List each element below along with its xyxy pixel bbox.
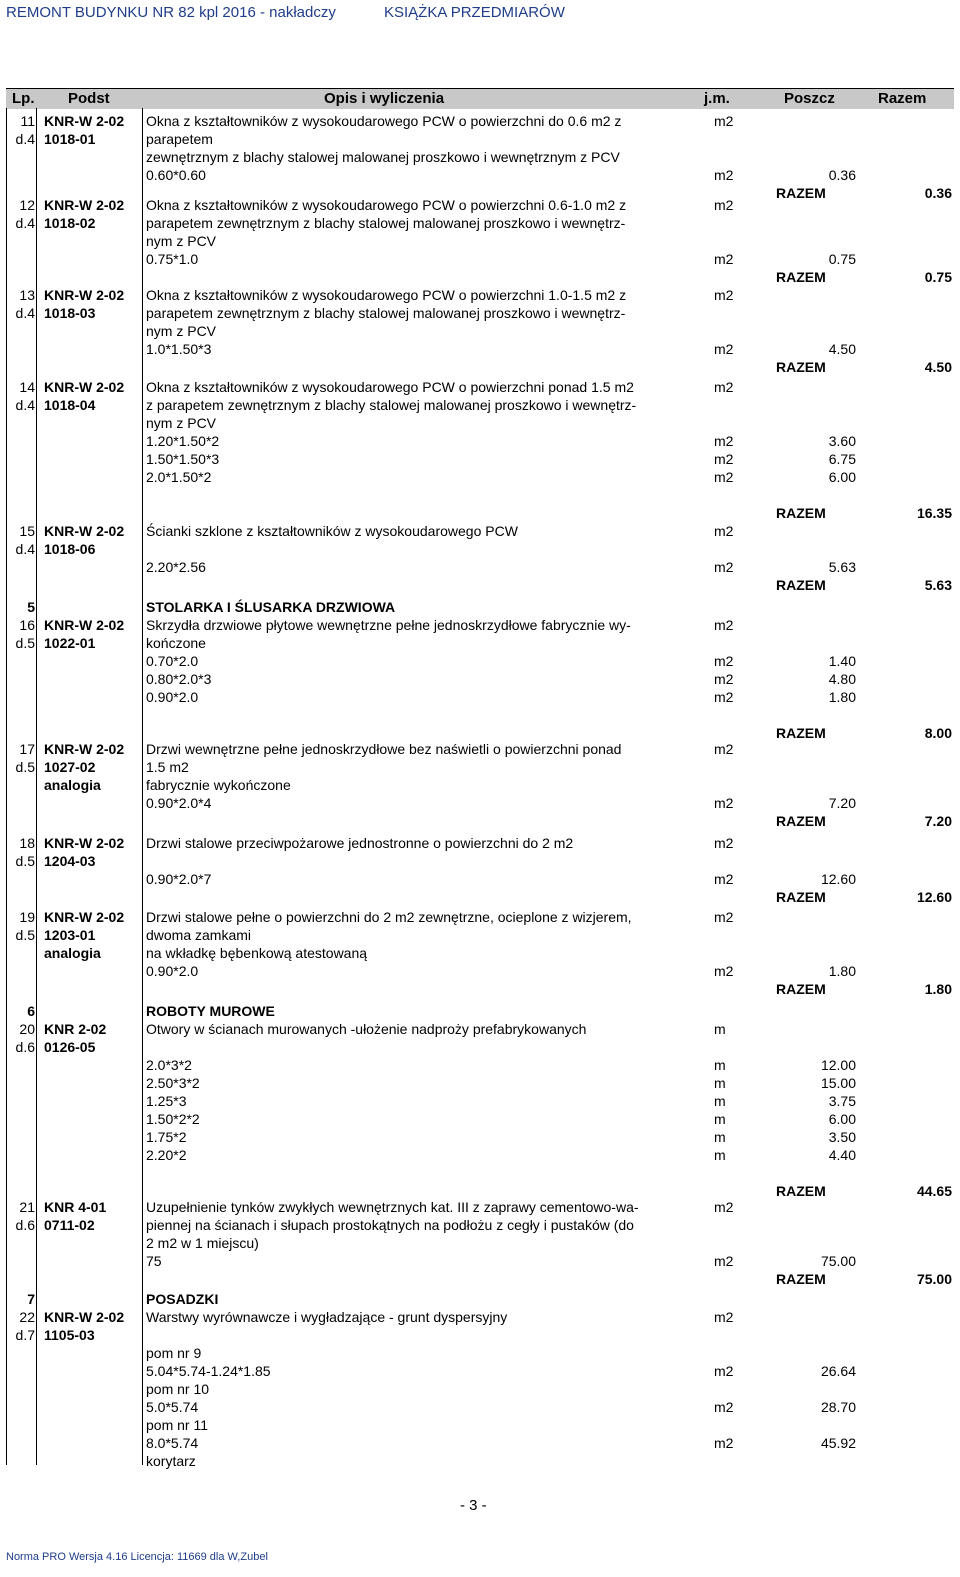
item-chapter: d.4 [15, 131, 35, 147]
item-chapter: d.5 [15, 759, 35, 775]
calc-value: 1.80 [828, 689, 856, 705]
calc-unit: m [714, 1147, 726, 1163]
calc-value: 4.50 [828, 341, 856, 357]
item-unit: m2 [714, 835, 734, 851]
item-chapter: d.4 [15, 397, 35, 413]
calc-value: 7.20 [828, 795, 856, 811]
item-description: parapetem zewnętrznym z blachy stalowej malowanej proszkowo i wewnętrz- [146, 305, 626, 321]
item-description: Okna z kształtowników z wysokoudarowego PCW o powierzchni ponad 1.5 m2 [146, 379, 634, 395]
calc-value: 3.50 [828, 1129, 856, 1145]
table-header [6, 88, 954, 109]
calc-unit: m2 [714, 1363, 734, 1379]
page-header [6, 2, 954, 28]
calc-expression: 2.0*1.50*2 [146, 469, 212, 485]
calc-unit: m2 [714, 451, 734, 467]
col-poszcz: Poszcz [784, 90, 835, 107]
item-code: KNR-W 2-02 [44, 909, 125, 925]
calc-expression: 1.50*2*2 [146, 1111, 200, 1127]
item-description: Okna z kształtowników z wysokoudarowego PCW o powierzchni 0.6-1.0 m2 z [146, 197, 627, 213]
section-number: 6 [27, 1003, 35, 1019]
calc-value: 0.36 [828, 167, 856, 183]
col-lp: Lp. [12, 90, 35, 107]
razem-total: 8.00 [924, 725, 952, 741]
calc-value: 28.70 [820, 1399, 856, 1415]
item-chapter: d.7 [15, 1327, 35, 1343]
item-unit: m2 [714, 197, 734, 213]
item-code: KNR-W 2-02 [44, 197, 125, 213]
calc-expression: 0.60*0.60 [146, 167, 206, 183]
item-code-table: 1018-03 [44, 305, 96, 321]
calc-value: 15.00 [820, 1075, 856, 1091]
calc-value: 6.00 [828, 1111, 856, 1127]
item-code-table: 1203-01 [44, 927, 96, 943]
razem-total: 16.35 [916, 505, 952, 521]
item-code-table: 1105-03 [44, 1327, 95, 1343]
item-code: KNR-W 2-02 [44, 287, 125, 303]
item-code: KNR-W 2-02 [44, 835, 125, 851]
item-unit: m2 [714, 113, 734, 129]
calc-value: 12.60 [820, 871, 856, 887]
item-chapter: d.4 [15, 541, 35, 557]
item-chapter: d.6 [15, 1039, 35, 1055]
calc-unit: m2 [714, 963, 734, 979]
calc-unit: m2 [714, 469, 734, 485]
razem-label: RAZEM [776, 889, 826, 905]
item-number: 17 [19, 741, 35, 757]
razem-label: RAZEM [776, 185, 826, 201]
calc-unit: m2 [714, 341, 734, 357]
item-unit: m2 [714, 617, 734, 633]
item-code: KNR-W 2-02 [44, 617, 125, 633]
col-podst: Podst [68, 90, 110, 107]
razem-label: RAZEM [776, 813, 826, 829]
item-unit: m2 [714, 379, 734, 395]
calc-value: 12.00 [820, 1057, 856, 1073]
calc-unit: m2 [714, 871, 734, 887]
document-title: REMONT BUDYNKU NR 82 kpl 2016 - nakładczy [6, 4, 336, 21]
page-number: - 3 - [460, 1497, 487, 1514]
calc-unit: m [714, 1075, 726, 1091]
calc-expression: 1.25*3 [146, 1093, 187, 1109]
item-unit: m2 [714, 741, 734, 757]
item-code-note: analogia [44, 777, 101, 793]
calc-unit: m2 [714, 433, 734, 449]
razem-label: RAZEM [776, 577, 826, 593]
item-code-table: 1018-04 [44, 397, 96, 413]
item-number: 12 [19, 197, 35, 213]
col-jm: j.m. [704, 90, 730, 107]
item-unit: m2 [714, 523, 734, 539]
item-unit: m [714, 1021, 726, 1037]
calc-expression: 1.50*1.50*3 [146, 451, 220, 467]
calc-expression: 0.90*2.0 [146, 963, 199, 979]
item-chapter: d.4 [15, 305, 35, 321]
section-title: ROBOTY MUROWE [146, 1003, 275, 1019]
calc-value: 75.00 [820, 1253, 856, 1269]
section-title: POSADZKI [146, 1291, 219, 1307]
calc-value: 4.80 [828, 671, 856, 687]
calc-value: 1.40 [828, 653, 856, 669]
calc-unit: m2 [714, 251, 734, 267]
item-description: Ścianki szklone z kształtowników z wysokoudarowego PCW [146, 523, 518, 539]
col-razem: Razem [878, 90, 927, 107]
item-chapter: d.5 [15, 853, 35, 869]
item-unit: m2 [714, 1199, 734, 1215]
item-code: KNR-W 2-02 [44, 113, 125, 129]
razem-label: RAZEM [776, 359, 826, 375]
razem-total: 5.63 [924, 577, 952, 593]
razem-total: 75.00 [916, 1271, 952, 1287]
razem-label: RAZEM [776, 269, 826, 285]
item-description: parapetem [146, 131, 213, 147]
item-description: nym z PCV [146, 323, 217, 339]
item-description: Drzwi stalowe pełne o powierzchni do 2 m2 zewnętrzne, ocieplone z wizjerem, [146, 909, 632, 925]
calc-value: 6.00 [828, 469, 856, 485]
item-description: nym z PCV [146, 233, 217, 249]
item-description: dwoma zamkami [146, 927, 252, 943]
document-subtitle: KSIĄŻKA PRZEDMIARÓW [384, 4, 565, 21]
calc-expression: 1.20*1.50*2 [146, 433, 220, 449]
item-description: 2 m2 w 1 miejscu) [146, 1235, 259, 1251]
item-unit: m2 [714, 1309, 734, 1325]
item-description: 1.5 m2 [146, 759, 189, 775]
item-number: 14 [19, 379, 35, 395]
calc-unit: m2 [714, 1399, 734, 1415]
calc-value: 4.40 [828, 1147, 856, 1163]
item-number: 19 [19, 909, 35, 925]
calc-unit: m2 [714, 671, 734, 687]
razem-label: RAZEM [776, 1271, 826, 1287]
razem-label: RAZEM [776, 981, 826, 997]
item-description: fabrycznie wykończone [146, 777, 291, 793]
footer-license: Norma PRO Wersja 4.16 Licencja: 11669 dla W,Zubel [6, 1551, 268, 1563]
calc-unit: m2 [714, 1253, 734, 1269]
calc-value: 1.80 [828, 963, 856, 979]
calc-label: pom nr 11 [146, 1417, 208, 1433]
item-code-table: 0711-02 [44, 1217, 95, 1233]
calc-label: pom nr 10 [146, 1381, 210, 1397]
item-chapter: d.6 [15, 1217, 35, 1233]
item-number: 16 [19, 617, 35, 633]
item-code-table: 1204-03 [44, 853, 96, 869]
item-code-table: 1018-06 [44, 541, 96, 557]
razem-total: 7.20 [924, 813, 952, 829]
section-number: 7 [27, 1291, 35, 1307]
item-code: KNR-W 2-02 [44, 523, 125, 539]
calc-expression: 0.90*2.0*4 [146, 795, 212, 811]
item-number: 11 [20, 113, 35, 129]
item-number: 22 [19, 1309, 35, 1325]
razem-total: 0.75 [924, 269, 952, 285]
calc-expression: 0.90*2.0*7 [146, 871, 212, 887]
calc-expression: 2.20*2.56 [146, 559, 206, 575]
item-unit: m2 [714, 909, 734, 925]
calc-expression: 1.0*1.50*3 [146, 341, 212, 357]
item-chapter: d.5 [15, 927, 35, 943]
item-number: 13 [19, 287, 35, 303]
calc-unit: m2 [714, 653, 734, 669]
calc-expression: 2.50*3*2 [146, 1075, 200, 1091]
item-number: 15 [19, 523, 35, 539]
item-chapter: d.5 [15, 635, 35, 651]
item-description: Okna z kształtowników z wysokoudarowego PCW o powierzchni do 0.6 m2 z [146, 113, 622, 129]
item-description: na wkładkę bębenkową atestowaną [146, 945, 368, 961]
calc-unit: m2 [714, 689, 734, 705]
razem-total: 1.80 [924, 981, 952, 997]
item-description: Otwory w ścianach murowanych -ułożenie nadproży prefabrykowanych [146, 1021, 587, 1037]
calc-expression: 75 [146, 1253, 162, 1269]
calc-value: 0.75 [828, 251, 856, 267]
item-code-note: analogia [44, 945, 101, 961]
item-code: KNR 2-02 [44, 1021, 107, 1037]
item-unit: m2 [714, 287, 734, 303]
item-code-table: 1022-01 [44, 635, 96, 651]
item-description: Uzupełnienie tynków zwykłych wewnętrznych kat. III z zaprawy cementowo-wa- [146, 1199, 639, 1215]
calc-label: korytarz [146, 1453, 196, 1469]
item-number: 18 [19, 835, 35, 851]
item-description: z parapetem zewnętrznym z blachy stalowej malowanej proszkowo i wewnętrz- [146, 397, 637, 413]
calc-unit: m [714, 1111, 726, 1127]
item-code: KNR-W 2-02 [44, 379, 125, 395]
calc-value: 26.64 [820, 1363, 856, 1379]
calc-unit: m [714, 1057, 726, 1073]
item-chapter: d.4 [15, 215, 35, 231]
item-code-table: 1027-02 [44, 759, 96, 775]
item-code-table: 0126-05 [44, 1039, 96, 1055]
col-rule [36, 108, 37, 1465]
calc-expression: 0.70*2.0 [146, 653, 199, 669]
calc-value: 3.60 [828, 433, 856, 449]
razem-label: RAZEM [776, 1183, 826, 1199]
item-code-table: 1018-01 [44, 131, 96, 147]
calc-expression: 0.75*1.0 [146, 251, 199, 267]
calc-label: pom nr 9 [146, 1345, 202, 1361]
calc-expression: 5.04*5.74-1.24*1.85 [146, 1363, 271, 1379]
calc-value: 3.75 [828, 1093, 856, 1109]
calc-expression: 8.0*5.74 [146, 1435, 199, 1451]
razem-total: 4.50 [924, 359, 952, 375]
item-number: 20 [19, 1021, 35, 1037]
calc-unit: m2 [714, 559, 734, 575]
section-title: STOLARKA I ŚLUSARKA DRZWIOWA [146, 599, 396, 615]
calc-expression: 0.80*2.0*3 [146, 671, 212, 687]
razem-label: RAZEM [776, 505, 826, 521]
item-description: Drzwi wewnętrzne pełne jednoskrzydłowe bez naświetli o powierzchni ponad [146, 741, 622, 757]
calc-unit: m2 [714, 1435, 734, 1451]
calc-value: 45.92 [820, 1435, 856, 1451]
razem-total: 12.60 [916, 889, 952, 905]
item-code: KNR-W 2-02 [44, 1309, 125, 1325]
item-code: KNR 4-01 [44, 1199, 107, 1215]
calc-value: 6.75 [828, 451, 856, 467]
calc-expression: 5.0*5.74 [146, 1399, 199, 1415]
item-code: KNR-W 2-02 [44, 741, 125, 757]
calc-expression: 0.90*2.0 [146, 689, 199, 705]
item-number: 21 [19, 1199, 35, 1215]
calc-expression: 2.0*3*2 [146, 1057, 192, 1073]
item-description: parapetem zewnętrznym z blachy stalowej malowanej proszkowo i wewnętrz- [146, 215, 626, 231]
calc-unit: m [714, 1129, 726, 1145]
item-description: zewnętrznym z blachy stalowej malowanej proszkowo i wewnętrznym z PCV [146, 149, 620, 165]
calc-unit: m2 [714, 795, 734, 811]
razem-total: 44.65 [916, 1183, 952, 1199]
item-description: Okna z kształtowników z wysokoudarowego PCW o powierzchni 1.0-1.5 m2 z [146, 287, 627, 303]
calc-unit: m2 [714, 167, 734, 183]
razem-total: 0.36 [924, 185, 952, 201]
section-number: 5 [27, 599, 35, 615]
calc-value: 5.63 [828, 559, 856, 575]
item-code-table: 1018-02 [44, 215, 96, 231]
calc-expression: 1.75*2 [146, 1129, 187, 1145]
item-description: nym z PCV [146, 415, 217, 431]
col-opis: Opis i wyliczenia [324, 90, 445, 107]
item-description: Drzwi stalowe przeciwpożarowe jednostronne o powierzchni do 2 m2 [146, 835, 574, 851]
razem-label: RAZEM [776, 725, 826, 741]
item-description: Warstwy wyrównawcze i wygładzające - grunt dyspersyjny [146, 1309, 508, 1325]
calc-expression: 2.20*2 [146, 1147, 187, 1163]
calc-unit: m [714, 1093, 726, 1109]
item-description: Skrzydła drzwiowe płytowe wewnętrzne pełne jednoskrzydłowe fabrycznie wy- [146, 617, 631, 633]
item-description: piennej na ścianach i słupach prostokątnych na podłożu z cegły i pustaków (do [146, 1217, 634, 1233]
item-description: kończone [146, 635, 206, 651]
